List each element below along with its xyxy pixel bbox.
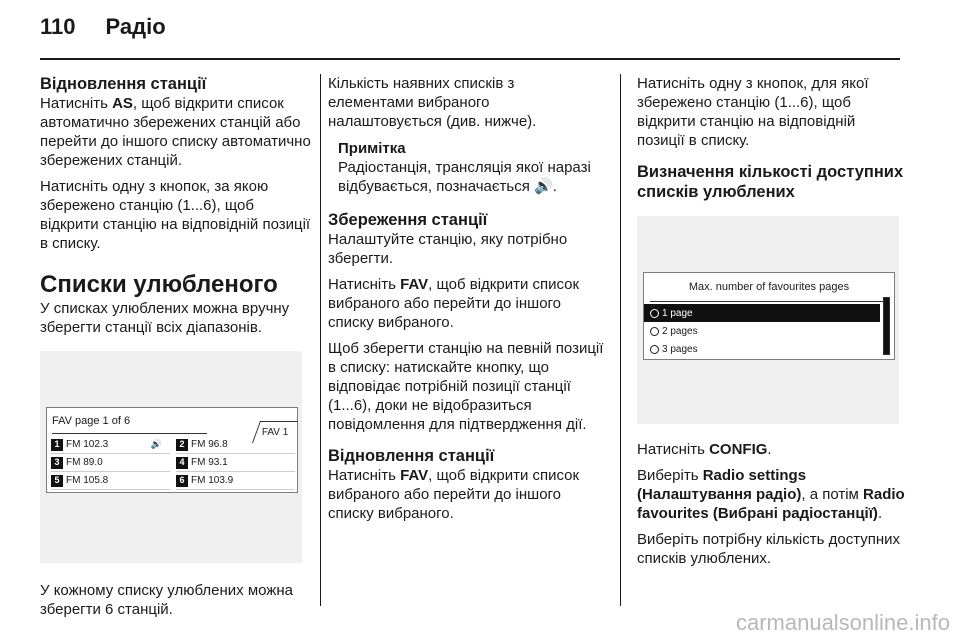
- station-slots: [51, 436, 295, 490]
- text: , щоб відкрити список вибраного або перейти до іншого списку вибраного.: [328, 276, 580, 331]
- station-slot: [51, 436, 170, 454]
- header-rule: [40, 58, 900, 60]
- slot-label: FM 89.0: [66, 457, 103, 468]
- text: Виберіть: [637, 467, 703, 484]
- column-divider: [620, 74, 621, 606]
- paragraph: У кожному списку улюблених можна зберегти 6 станцій.: [40, 582, 293, 618]
- paragraph: Натисніть одну з кнопок, для якої збережено станцію (1...6), щоб відкрити станцію на відповідній позиції в списку.: [637, 75, 869, 149]
- option-1-page: [644, 304, 880, 322]
- station-slot: [176, 454, 295, 472]
- divider: [52, 433, 207, 434]
- radio-icon: [650, 345, 659, 354]
- option-label: 2 pages: [662, 325, 698, 337]
- radio-icon: [650, 309, 659, 318]
- text: , щоб відкрити список автоматично збережених станцій або перейти до іншого списку автоматично збережених станцій.: [40, 95, 311, 169]
- config-figure: [637, 216, 899, 424]
- chapter-title: Радіо: [105, 14, 166, 39]
- paragraph: Кількість наявних списків з елементами вибраного налаштовується (див. нижче).: [328, 75, 537, 130]
- key-label: FAV: [400, 276, 429, 293]
- config-title: Max. number of favourites pages: [688, 281, 850, 293]
- paragraph: У списках улюблених можна вручну зберегти станції всіх діапазонів.: [40, 300, 290, 336]
- slot-label: FM 102.3: [66, 439, 109, 450]
- slot-label: FM 105.8: [66, 475, 109, 486]
- divider: [650, 301, 888, 302]
- slot-label: FM 93.1: [191, 457, 228, 468]
- key-label: CONFIG: [709, 441, 768, 458]
- note-text: Радіостанція, трансляція якої наразі відбувається, позначається 🔊.: [338, 159, 591, 195]
- slot-label: FM 96.8: [191, 439, 228, 450]
- column-divider: [320, 74, 321, 606]
- key-label: FAV: [400, 467, 429, 484]
- menu-label: Radio settings (Налаштування радіо): [637, 467, 807, 503]
- paragraph: [328, 466, 604, 523]
- paragraph: Натисніть одну з кнопок, за якою збережено станцію (1...6), щоб відкрити станцію на відповідній позиції в списку.: [40, 178, 311, 252]
- option-label: 1 page: [662, 307, 693, 319]
- station-slot: [51, 472, 170, 490]
- column-1: [40, 74, 312, 626]
- slot-number: 2: [176, 439, 188, 451]
- station-slot: [176, 436, 295, 454]
- page-number: 110: [40, 14, 76, 39]
- text: Натисніть: [40, 95, 113, 112]
- watermark: carmanualsonline.info: [735, 610, 950, 635]
- text: Натисніть: [637, 441, 710, 458]
- slot-number: 3: [51, 457, 63, 469]
- station-slot: [176, 472, 295, 490]
- display-screen: [643, 272, 895, 360]
- display-screen: [46, 407, 298, 493]
- scrollbar-thumb: [884, 298, 889, 354]
- note-block: [328, 139, 604, 196]
- fav-tab-label: FAV 1: [261, 427, 288, 438]
- text: , щоб відкрити список вибраного або перейти до іншого списку вибраного.: [328, 467, 580, 522]
- slot-number: 6: [176, 475, 188, 487]
- column-3: [637, 74, 907, 575]
- text: Натисніть: [328, 276, 401, 293]
- fav-list-figure: [40, 351, 302, 563]
- slot-number: 4: [176, 457, 188, 469]
- heading-fav-count: Визначення кількості доступних списків улюблених: [637, 163, 904, 201]
- speaker-icon: 🔊: [150, 439, 162, 449]
- paragraph: [637, 440, 907, 459]
- option-3-pages: [644, 340, 880, 358]
- text: .: [767, 441, 772, 458]
- option-2-pages: [644, 322, 880, 340]
- paragraph: Щоб зберегти станцію на певній позиції в списку: натискайте кнопку, що відповідає потрібній позиції станції (1...6), доки не відобразиться повідомлення для підтвердження дії.: [328, 340, 604, 433]
- slot-number: 1: [51, 439, 63, 451]
- slot-label: FM 103.9: [191, 475, 234, 486]
- heading-favourites: Списки улюбленого: [40, 271, 278, 298]
- paragraph: [328, 275, 604, 332]
- page-header: [40, 14, 166, 50]
- radio-icon: [650, 327, 659, 336]
- slot-number: 5: [51, 475, 63, 487]
- text: .: [877, 505, 883, 522]
- station-slot: [51, 454, 170, 472]
- menu-label: Radio favourites (Вибрані радіостанції): [637, 486, 905, 522]
- paragraph: Налаштуйте станцію, яку потрібно зберегти.: [328, 231, 568, 267]
- scrollbar: [883, 297, 890, 355]
- key-label: AS: [112, 95, 133, 112]
- column-2: [328, 74, 604, 530]
- paragraph: [40, 94, 312, 170]
- heading-restore-station: Відновлення станції: [328, 447, 495, 465]
- text: , а потім: [801, 486, 864, 503]
- heading-restore-station: Відновлення станції: [40, 75, 207, 93]
- note-title: Примітка: [338, 140, 406, 157]
- text: Натисніть: [328, 467, 401, 484]
- heading-save-station: Збереження станції: [328, 211, 488, 229]
- option-label: 3 pages: [662, 343, 698, 355]
- paragraph: Виберіть потрібну кількість доступних списків улюблених.: [637, 531, 901, 567]
- paragraph: [637, 466, 907, 523]
- fav-page-title: FAV page 1 of 6: [52, 415, 131, 427]
